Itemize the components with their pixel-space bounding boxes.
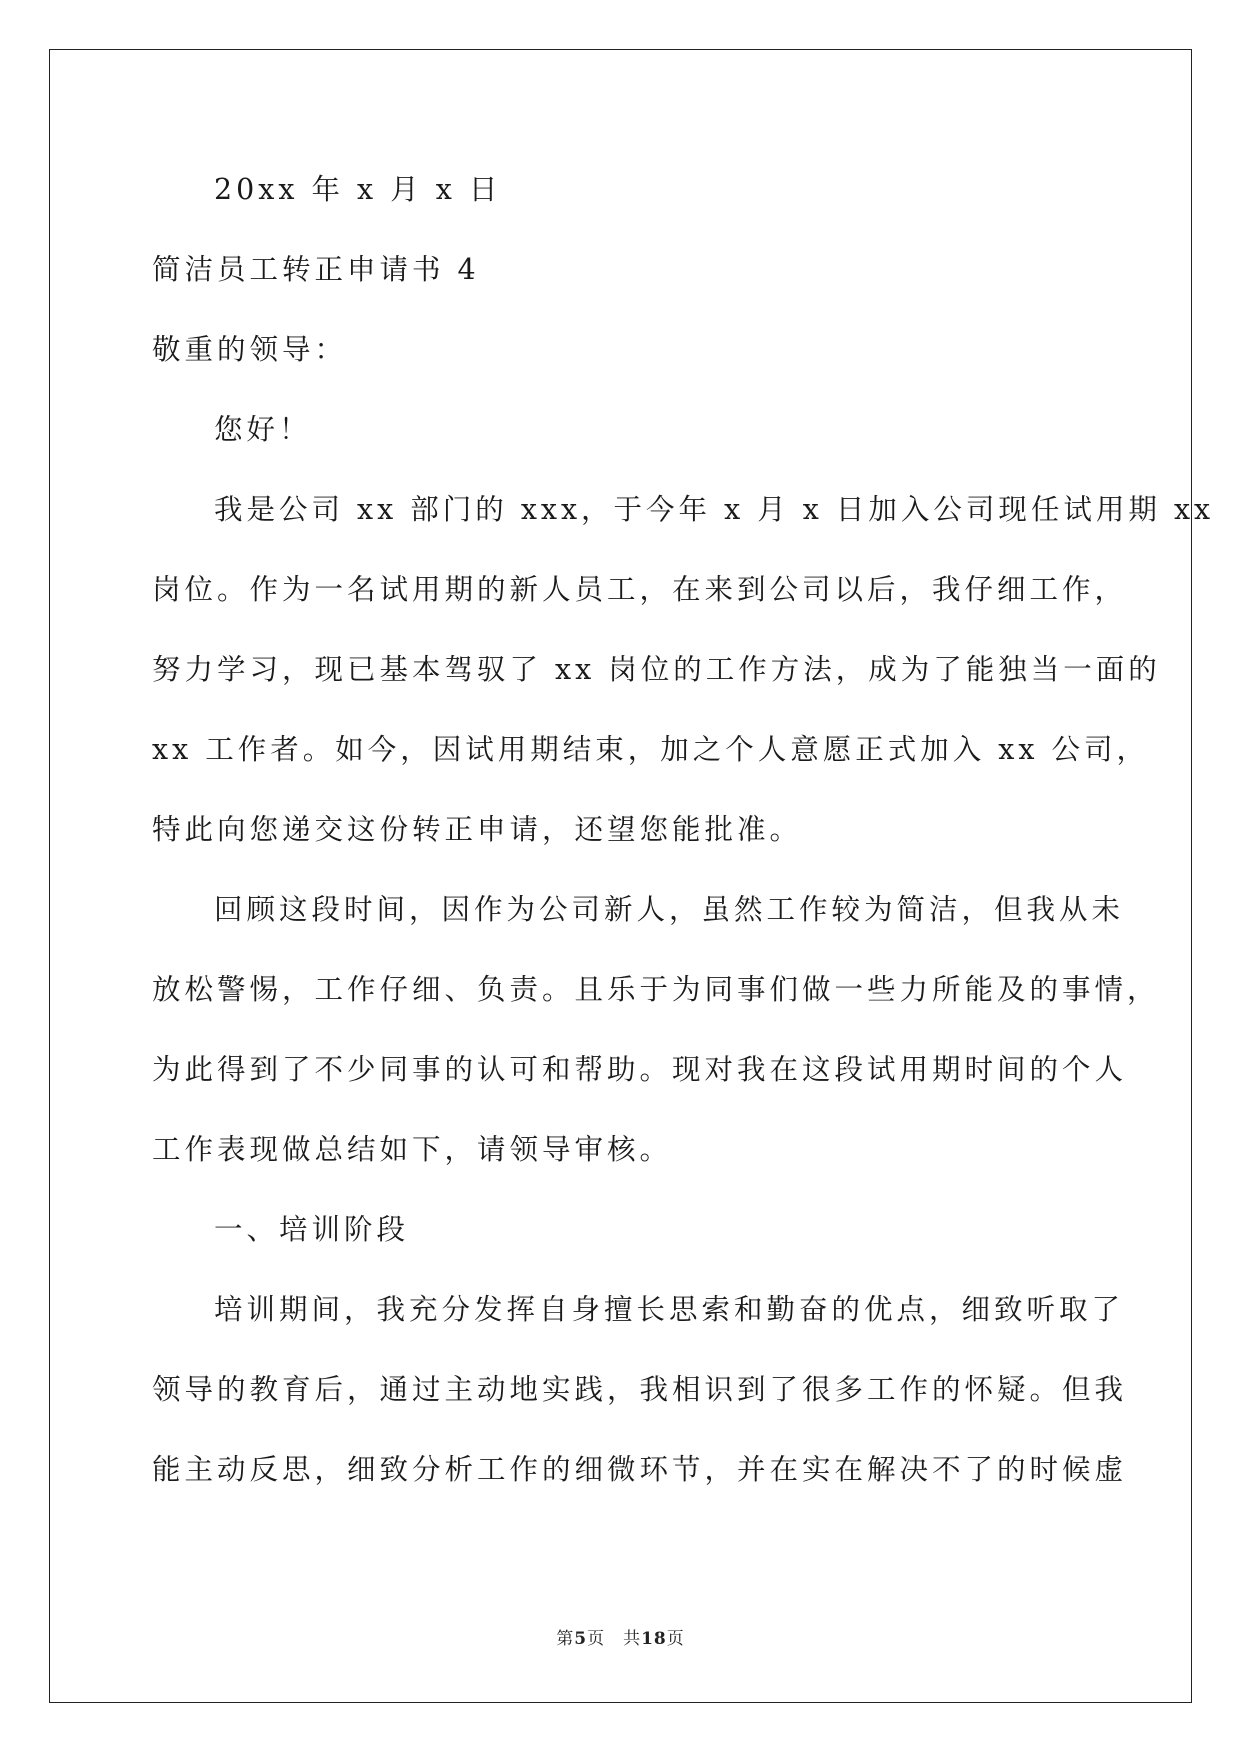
paragraph-line: 岗位。作为一名试用期的新人员工，在来到公司以后，我仔细工作， — [152, 573, 1128, 606]
paragraph-line: 努力学习，现已基本驾驭了 xx 岗位的工作方法，成为了能独当一面的 — [152, 653, 1161, 686]
paragraph-line: 放松警惕，工作仔细、负责。且乐于为同事们做一些力所能及的事情， — [152, 973, 1160, 1006]
paragraph-line: 为此得到了不少同事的认可和帮助。现对我在这段试用期时间的个人 — [152, 1053, 1128, 1086]
paragraph-line: 能主动反思，细致分析工作的细微环节，并在实在解决不了的时候虚 — [152, 1453, 1128, 1486]
salutation: 敬重的领导： — [152, 333, 348, 366]
footer-page-suffix: 页 — [587, 1629, 606, 1649]
paragraph-line: 回顾这段时间，因作为公司新人，虽然工作较为简洁，但我从未 — [214, 893, 1125, 926]
footer-page-prefix: 第 — [556, 1629, 575, 1649]
footer-page-total: 18 — [641, 1629, 667, 1649]
section-heading: 一、培训阶段 — [214, 1213, 410, 1246]
footer-total-prefix: 共 — [623, 1629, 642, 1649]
greeting: 您好！ — [214, 413, 312, 446]
document-date: 20xx 年 x 月 x 日 — [214, 173, 502, 206]
footer-total-suffix: 页 — [666, 1629, 685, 1649]
paragraph-line: 培训期间，我充分发挥自身擅长思索和勤奋的优点，细致听取了 — [214, 1293, 1125, 1326]
paragraph-line: 特此向您递交这份转正申请，还望您能批准。 — [152, 813, 803, 846]
paragraph-line: xx 工作者。如今，因试用期结束，加之个人意愿正式加入 xx 公司， — [152, 733, 1149, 766]
paragraph-line: 工作表现做总结如下，请领导审核。 — [152, 1133, 673, 1166]
page-footer — [0, 1624, 1241, 1649]
document-title: 简洁员工转正申请书 4 — [152, 253, 480, 286]
paragraph-line: 我是公司 xx 部门的 xxx，于今年 x 月 x 日加入公司现任试用期 xx — [214, 493, 1215, 526]
footer-page-current: 5 — [574, 1629, 588, 1649]
paragraph-line: 领导的教育后，通过主动地实践，我相识到了很多工作的怀疑。但我 — [152, 1373, 1128, 1406]
